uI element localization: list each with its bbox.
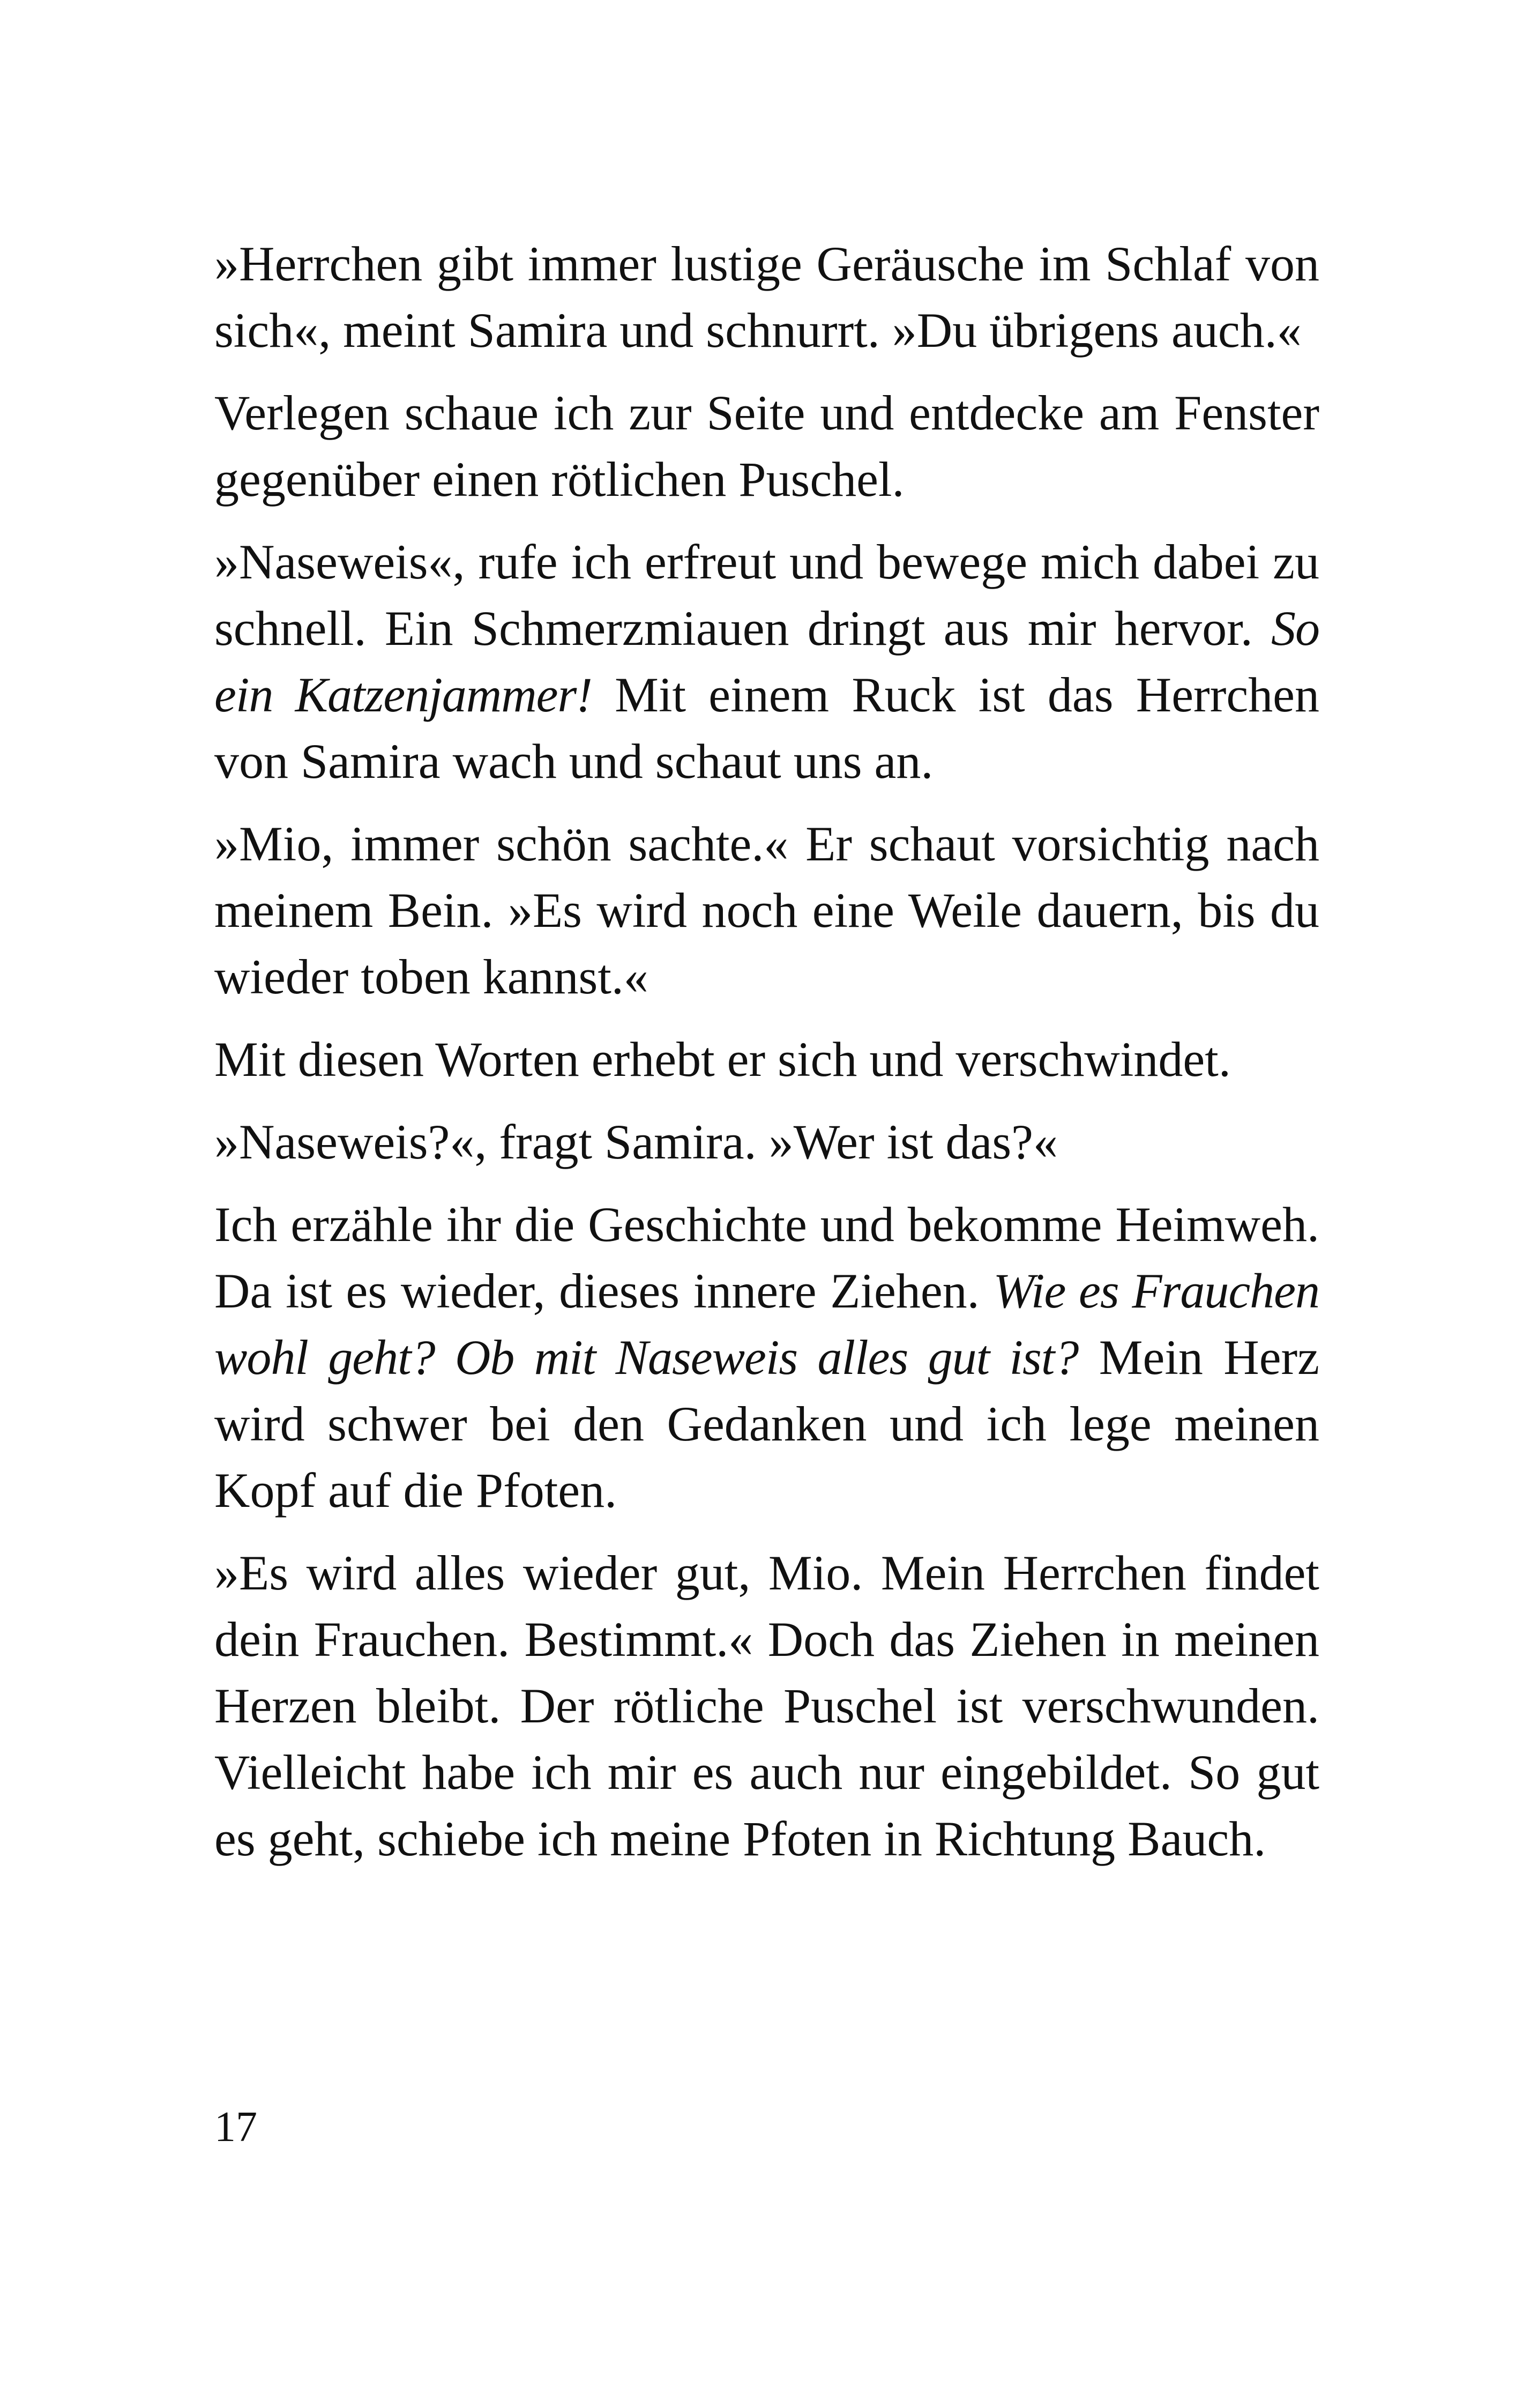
paragraph-3-italic-thought: So ein Katzenjammer!	[214, 601, 1319, 722]
paragraph-3-text-b: Mit einem Ruck ist das Herrchen von Samira wach und schaut uns an.	[214, 667, 1319, 789]
paragraph-6-text: »Naseweis?«, fragt Samira. »Wer ist das?«	[214, 1114, 1058, 1169]
paragraph-3	[214, 529, 1319, 794]
paragraph-7-italic-thought: Wie es Frauchen wohl geht? Ob mit Naseweis alles gut ist?	[214, 1264, 1319, 1385]
paragraph-1-text: »Herrchen gibt immer lustige Geräusche im Schlaf von sich«, meint Samira und schnurrt. »Du übrigens auch.«	[214, 236, 1319, 358]
paragraph-4	[214, 811, 1319, 1010]
paragraph-5	[214, 1026, 1319, 1092]
paragraph-8-text: »Es wird alles wieder gut, Mio. Mein Herrchen findet dein Frauchen. Bestimmt.« Doch das Ziehen in meinen Herzen bleibt. Der rötliche Puschel ist verschwunden. Vielleicht habe ich mir es auch nur eingebildet. So gut es geht, schiebe ich meine Pfoten in Richtung Bauch.	[214, 1545, 1319, 1866]
paragraph-7-text-b: Mein Herz wird schwer bei den Gedanken und ich lege meinen Kopf auf die Pfoten.	[214, 1330, 1319, 1518]
paragraph-2	[214, 380, 1319, 512]
paragraph-6	[214, 1109, 1319, 1175]
paragraph-1	[214, 231, 1319, 363]
paragraph-3-text-a: »Naseweis«, rufe ich erfreut und bewege mich dabei zu schnell. Ein Schmerzmiauen dringt aus mir hervor.	[214, 534, 1319, 656]
page-number: 17	[214, 2104, 257, 2151]
paragraph-5-text: Mit diesen Worten erhebt er sich und verschwindet.	[214, 1032, 1231, 1087]
paragraph-7	[214, 1191, 1319, 1523]
paragraph-4-text: »Mio, immer schön sachte.« Er schaut vorsichtig nach meinem Bein. »Es wird noch eine Weile dauern, bis du wieder toben kannst.«	[214, 816, 1319, 1004]
paragraph-7-text-a: Ich erzähle ihr die Geschichte und bekomme Heimweh. Da ist es wieder, dieses innere Ziehen.	[214, 1197, 1319, 1318]
body-text	[214, 231, 1319, 1888]
paragraph-2-text: Verlegen schaue ich zur Seite und entdecke am Fenster gegenüber einen rötlichen Puschel.	[214, 385, 1319, 507]
paragraph-8	[214, 1540, 1319, 1872]
